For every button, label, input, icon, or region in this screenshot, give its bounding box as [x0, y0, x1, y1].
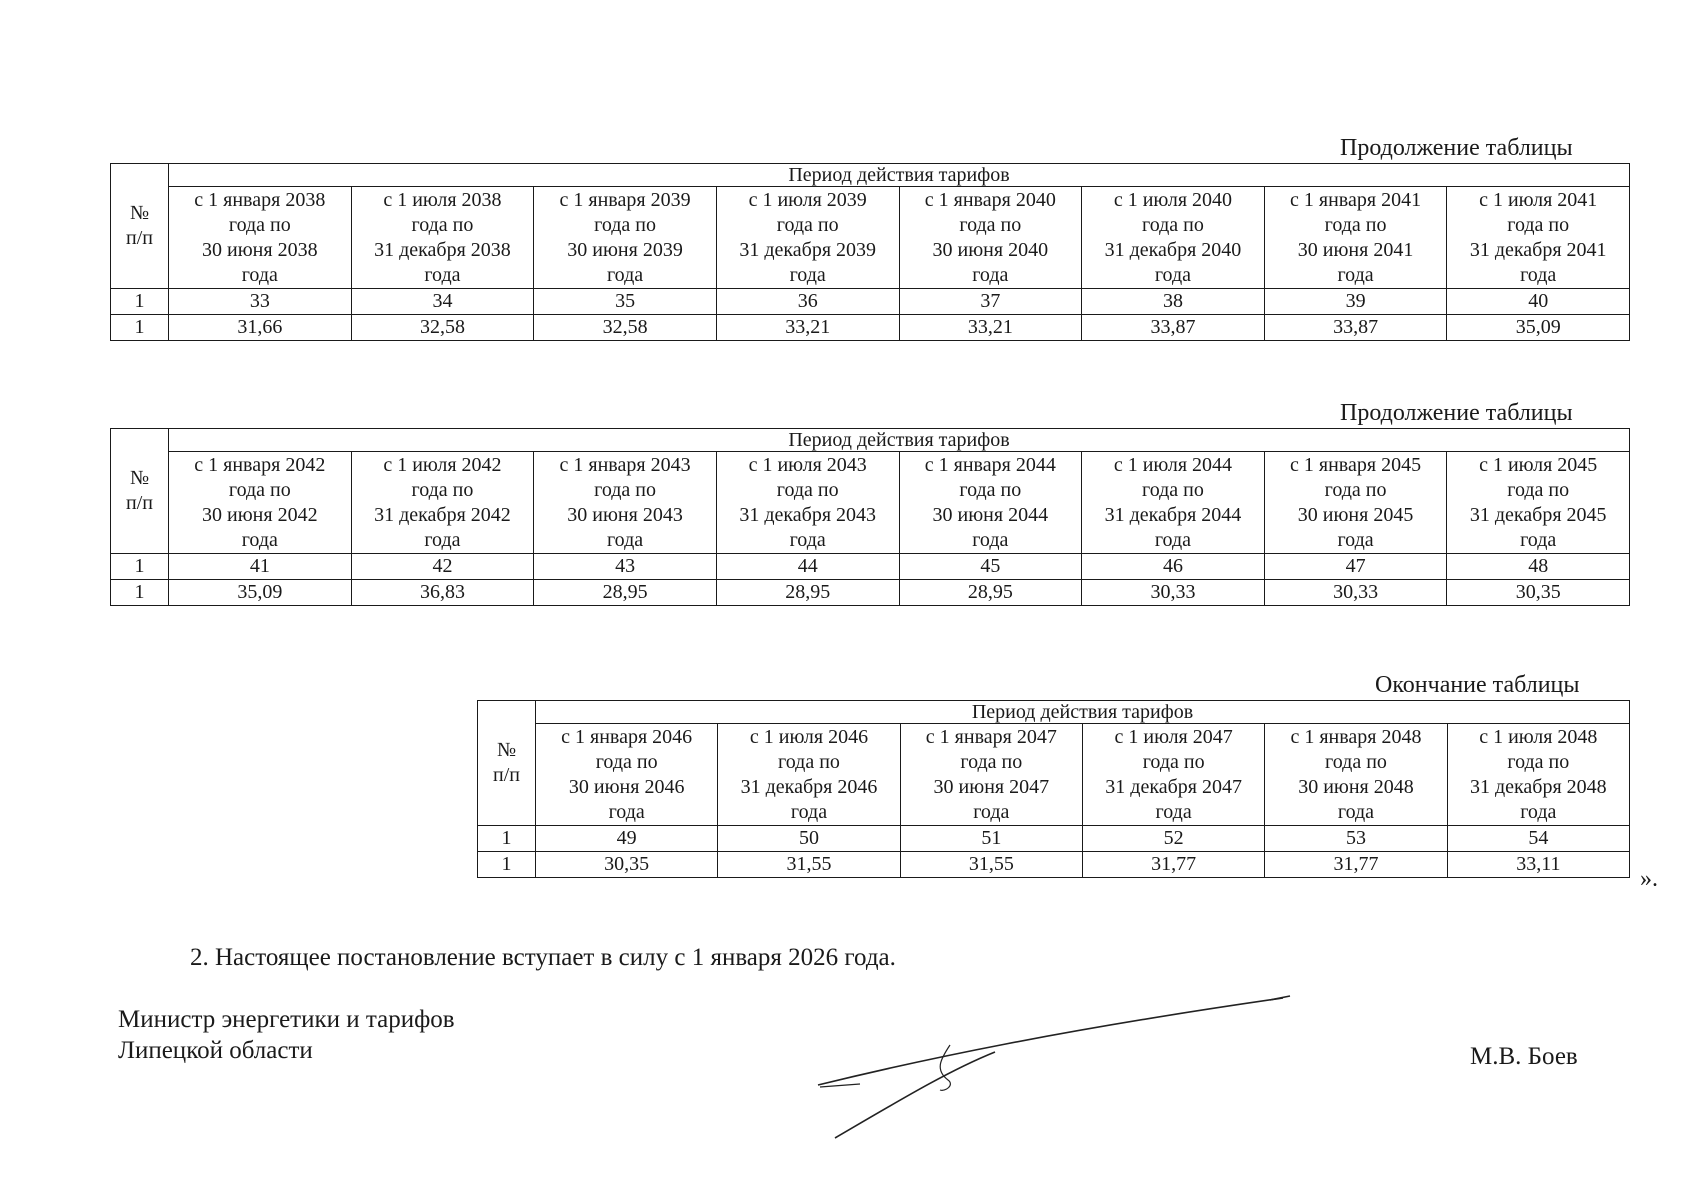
signatory-title — [118, 1004, 455, 1066]
table-cell: 32,58 — [351, 315, 534, 341]
period-column-header: с 1 января 2041 года по 30 июня 2041 года — [1264, 187, 1447, 289]
period-column-header: с 1 июля 2046 года по 31 декабря 2046 года — [718, 724, 900, 826]
table-1-caption: Продолжение таблицы — [1340, 135, 1573, 161]
table-cell: 31,55 — [718, 852, 900, 878]
period-column-header: с 1 июля 2043 года по 31 декабря 2043 года — [716, 452, 899, 554]
table-cell: 33,87 — [1082, 315, 1265, 341]
table-cell: 33,21 — [716, 315, 899, 341]
period-group-header: Период действия тарифов — [536, 701, 1630, 724]
table-cell: 1 — [111, 554, 169, 580]
period-column-header: с 1 января 2045 года по 30 июня 2045 года — [1264, 452, 1447, 554]
table-cell: 31,77 — [1265, 852, 1447, 878]
table-cell: 1 — [478, 852, 536, 878]
table-row-tariff — [111, 315, 1630, 341]
table-cell: 30,33 — [1264, 580, 1447, 606]
clause-2-text: 2. Настоящее постановление вступает в силу с 1 января 2026 года. — [190, 944, 896, 971]
table-cell: 1 — [111, 315, 169, 341]
table-cell: 33 — [169, 289, 352, 315]
table-cell: 37 — [899, 289, 1082, 315]
table-2-caption: Продолжение таблицы — [1340, 400, 1573, 426]
period-column-header: с 1 января 2046 года по 30 июня 2046 года — [536, 724, 718, 826]
signatory-title-line-1: Министр энергетики и тарифов — [118, 1006, 455, 1033]
table-cell: 31,55 — [900, 852, 1082, 878]
period-group-header: Период действия тарифов — [169, 164, 1630, 187]
table-header-row — [478, 701, 1630, 724]
table-cell: 1 — [111, 580, 169, 606]
table-cell: 35,09 — [1447, 315, 1630, 341]
table-cell: 49 — [536, 826, 718, 852]
table-cell: 52 — [1082, 826, 1264, 852]
table-cell: 28,95 — [716, 580, 899, 606]
table-cell: 28,95 — [899, 580, 1082, 606]
tariff-table-3 — [477, 700, 1630, 878]
period-column-header: с 1 января 2039 года по 30 июня 2039 года — [534, 187, 717, 289]
period-column-header: с 1 января 2043 года по 30 июня 2043 года — [534, 452, 717, 554]
table-cell: 47 — [1264, 554, 1447, 580]
period-column-header: с 1 июля 2038 года по 31 декабря 2038 года — [351, 187, 534, 289]
period-column-header: с 1 июля 2048 года по 31 декабря 2048 года — [1447, 724, 1629, 826]
period-column-header: с 1 июля 2044 года по 31 декабря 2044 года — [1082, 452, 1265, 554]
table-cell: 48 — [1447, 554, 1630, 580]
number-column-header: № п/п — [111, 164, 169, 289]
number-column-header: № п/п — [111, 429, 169, 554]
period-column-header: с 1 июля 2039 года по 31 декабря 2039 года — [716, 187, 899, 289]
table-cell: 46 — [1082, 554, 1265, 580]
table-cell: 30,35 — [1447, 580, 1630, 606]
period-column-header: с 1 января 2044 года по 30 июня 2044 года — [899, 452, 1082, 554]
table-cell: 42 — [351, 554, 534, 580]
table-cell: 30,35 — [536, 852, 718, 878]
table-cell: 36 — [716, 289, 899, 315]
table-row-index — [478, 826, 1630, 852]
table-cell: 30,33 — [1082, 580, 1265, 606]
table-row-tariff — [111, 580, 1630, 606]
period-column-header: с 1 июля 2042 года по 31 декабря 2042 года — [351, 452, 534, 554]
table-cell: 34 — [351, 289, 534, 315]
table-cell: 41 — [169, 554, 352, 580]
table-cell: 33,21 — [899, 315, 1082, 341]
table-cell: 39 — [1264, 289, 1447, 315]
closing-quote-mark: ». — [1640, 866, 1658, 892]
period-column-header: с 1 января 2047 года по 30 июня 2047 года — [900, 724, 1082, 826]
table-cell: 53 — [1265, 826, 1447, 852]
period-column-header: с 1 января 2048 года по 30 июня 2048 года — [1265, 724, 1447, 826]
table-cell: 31,77 — [1082, 852, 1264, 878]
table-cell: 45 — [899, 554, 1082, 580]
table-cell: 31,66 — [169, 315, 352, 341]
table-cell: 33,87 — [1264, 315, 1447, 341]
period-column-header: с 1 января 2042 года по 30 июня 2042 года — [169, 452, 352, 554]
signatory-title-line-2: Липецкой области — [118, 1037, 313, 1064]
table-cell: 32,58 — [534, 315, 717, 341]
table-period-row — [478, 724, 1630, 826]
number-column-header: № п/п — [478, 701, 536, 826]
table-cell: 50 — [718, 826, 900, 852]
table-cell: 51 — [900, 826, 1082, 852]
table-cell: 28,95 — [534, 580, 717, 606]
table-cell: 1 — [478, 826, 536, 852]
table-header-row — [111, 164, 1630, 187]
table-cell: 35 — [534, 289, 717, 315]
period-column-header: с 1 июля 2045 года по 31 декабря 2045 года — [1447, 452, 1630, 554]
table-cell: 33,11 — [1447, 852, 1629, 878]
period-column-header: с 1 января 2040 года по 30 июня 2040 года — [899, 187, 1082, 289]
table-cell: 1 — [111, 289, 169, 315]
table-period-row — [111, 187, 1630, 289]
table-cell: 36,83 — [351, 580, 534, 606]
period-column-header: с 1 июля 2047 года по 31 декабря 2047 года — [1082, 724, 1264, 826]
table-3-caption: Окончание таблицы — [1375, 672, 1580, 698]
tariff-table-1 — [110, 163, 1630, 341]
table-cell: 35,09 — [169, 580, 352, 606]
table-row-index — [111, 554, 1630, 580]
period-group-header: Период действия тарифов — [169, 429, 1630, 452]
table-cell: 40 — [1447, 289, 1630, 315]
table-period-row — [111, 452, 1630, 554]
table-cell: 38 — [1082, 289, 1265, 315]
table-cell: 54 — [1447, 826, 1629, 852]
period-column-header: с 1 июля 2041 года по 31 декабря 2041 года — [1447, 187, 1630, 289]
table-header-row — [111, 429, 1630, 452]
table-cell: 44 — [716, 554, 899, 580]
table-row-tariff — [478, 852, 1630, 878]
period-column-header: с 1 июля 2040 года по 31 декабря 2040 года — [1082, 187, 1265, 289]
handwritten-signature — [800, 990, 1300, 1150]
table-cell: 43 — [534, 554, 717, 580]
tariff-table-2 — [110, 428, 1630, 606]
table-row-index — [111, 289, 1630, 315]
signatory-name: М.В. Боев — [1470, 1043, 1578, 1070]
period-column-header: с 1 января 2038 года по 30 июня 2038 года — [169, 187, 352, 289]
